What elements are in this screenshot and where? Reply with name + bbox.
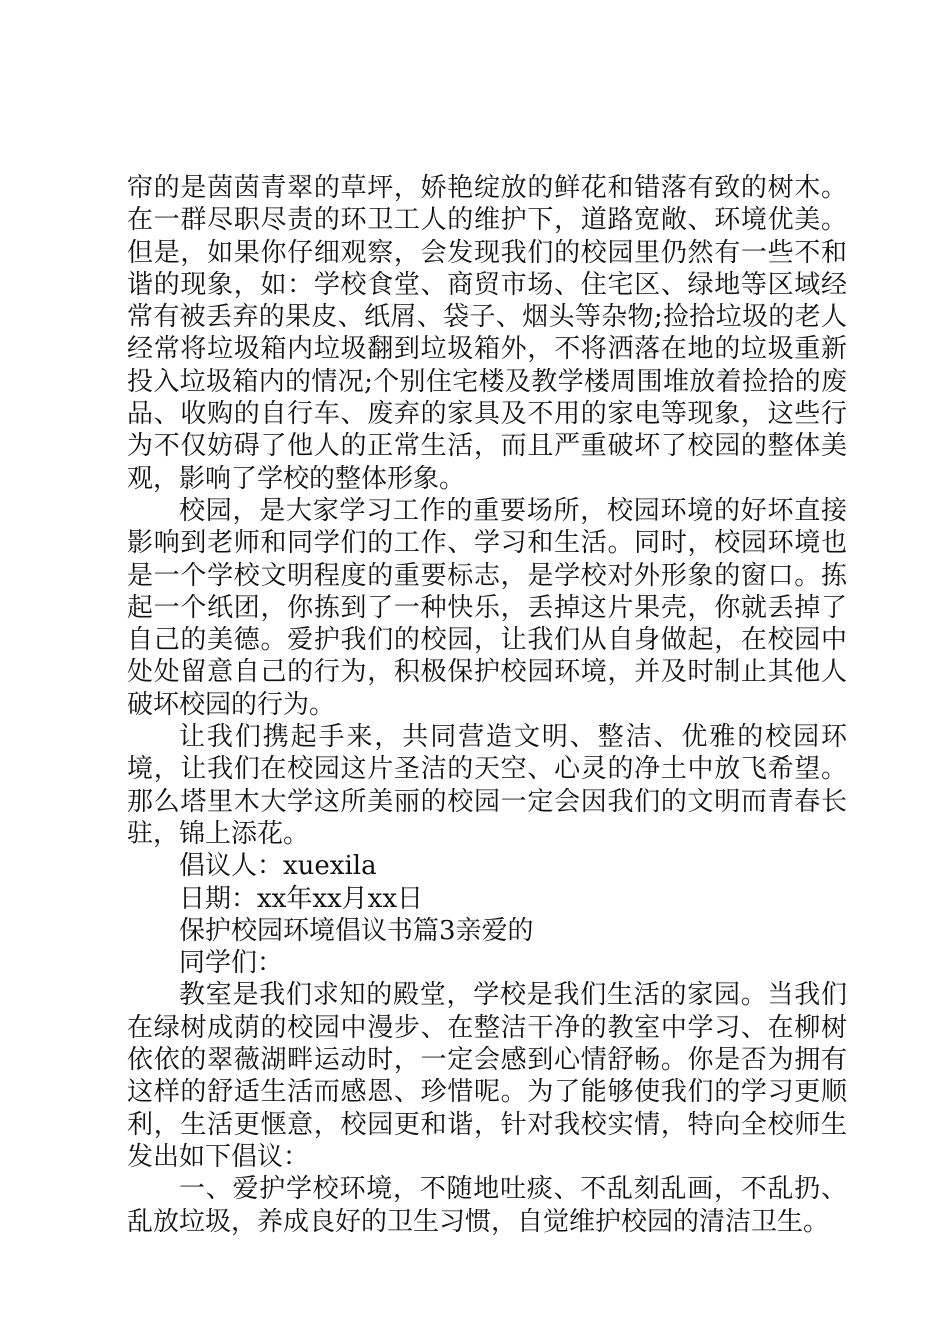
paragraph-proposal-one: 一、爱护学校环境，不随地吐痰、不乱刻乱画，不乱扔、乱放垃圾，养成良好的卫生习惯，自觉维护校园的清洁卫生。 — [127, 1174, 847, 1237]
document-body — [127, 172, 847, 1238]
date-line: 日期：xx年xx月xx日 — [179, 883, 423, 914]
paragraph-call-to-action: 让我们携起手来，共同营造文明、整洁、优雅的校园环境，让我们在校园这片圣洁的天空、心灵的净土中放飞希望。那么塔里木大学这所美丽的校园一定会因我们的文明而青春长驻，锦上添花。 — [127, 722, 847, 849]
initiator-line: 倡议人：xuexila — [179, 851, 377, 882]
paragraph-campus-importance: 校园，是大家学习工作的重要场所，校园环境的好坏直接影响到老师和同学们的工作、学习和生活。同时，校园环境也是一个学校文明程度的重要标志，是学校对外形象的窗口。拣起一个纸团，你拣到了一种快乐，丢掉这片果壳，你就丢掉了自己的美德。爱护我们的校园，让我们从自身做起，在校园中处处留意自己的行为，积极保护校园环境，并及时制止其他人破坏校园的行为。 — [127, 495, 847, 720]
salutation: 同学们： — [179, 948, 284, 979]
paragraph-intro: 教室是我们求知的殿堂，学校是我们生活的家园。当我们在绿树成荫的校园中漫步、在整洁干净的教室中学习、在柳树依依的翠薇湖畔运动时，一定会感到心情舒畅。你是否为拥有这样的舒适生活而感恩、珍惜呢。为了能够使我们的学习更顺利，生活更惬意，校园更和谐，针对我校实情，特向全校师生发出如下倡议： — [127, 980, 847, 1172]
paragraph-campus-problems: 帘的是茵茵青翠的草坪，娇艳绽放的鲜花和错落有致的树木。在一群尽职尽责的环卫工人的维护下，道路宽敞、环境优美。但是，如果你仔细观察，会发现我们的校园里仍然有一些不和谐的现象，如：学校食堂、商贸市场、住宅区、绿地等区域经常有被丢弃的果皮、纸屑、袋子、烟头等杂物;捡拾垃圾的老人经常将垃圾箱内垃圾翻到垃圾箱外，不将洒落在地的垃圾重新投入垃圾箱内的情况;个别住宅楼及教学楼周围堆放着捡拾的废品、收购的自行车、废弃的家具及不用的家电等现象，这些行为不仅妨碍了他人的正常生活，而且严重破坏了校园的整体美观，影响了学校的整体形象。 — [127, 173, 847, 494]
section-heading: 保护校园环境倡议书篇3亲爱的 — [179, 915, 534, 946]
